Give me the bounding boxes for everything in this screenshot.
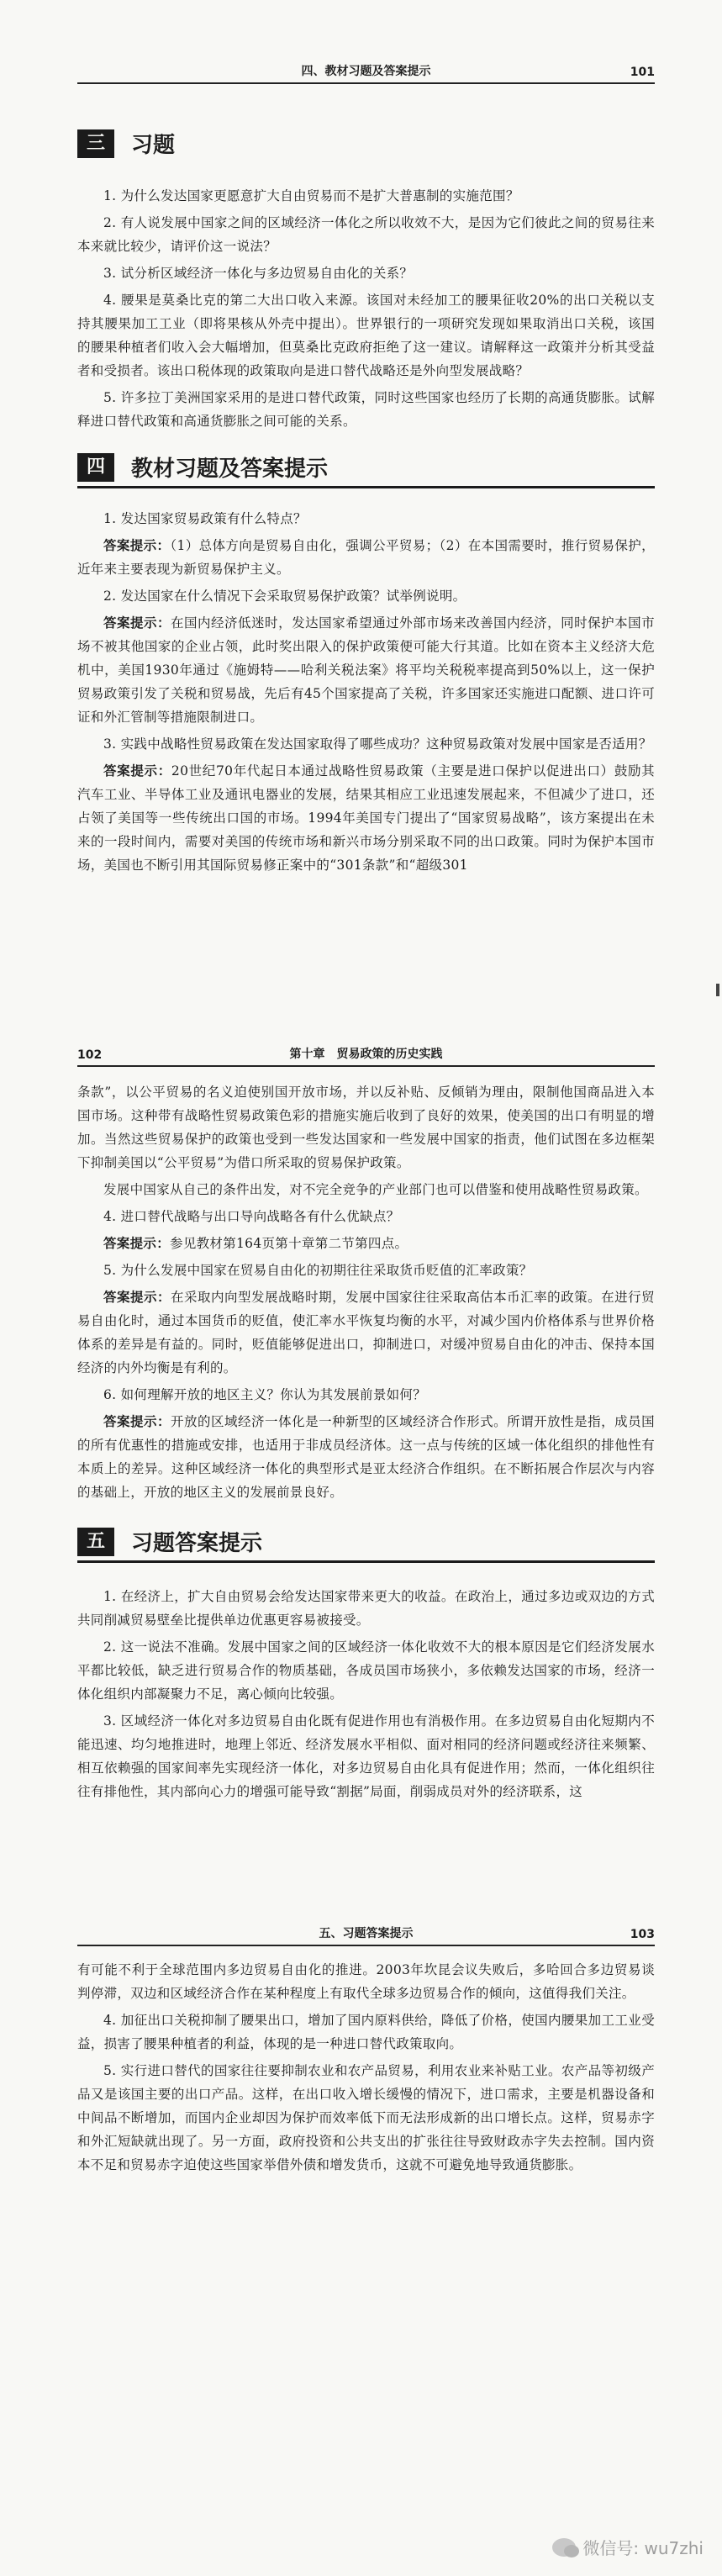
section-heading-textbook bbox=[77, 451, 655, 488]
answer-label: 答案提示： bbox=[103, 1290, 171, 1305]
question: 4. 进口替代战略与出口导向战略各有什么优缺点？ bbox=[103, 1209, 400, 1224]
running-head bbox=[77, 62, 655, 84]
answer-item: 2. 这一说法不准确。发展中国家之间的区域经济一体化收效不大的根本原因是它们经济发展水平都比较低，缺乏进行贸易合作的物质基础，各成员国市场狭小，多依赖发达国家的市场，经济一体化组织内部凝聚力不足，离心倾向比较强。 bbox=[77, 1639, 655, 1702]
page-103 bbox=[0, 1881, 722, 2576]
continuation-text: 条款”，以公平贸易的名义迫使别国开放市场，并以反补贴、反倾销为理由，限制他国商品进入本国市场。这种带有战略性贸易政策色彩的措施实施后收到了良好的效果，使美国的出口有明显的增加。当然这些贸易保护的政策也受到一些发达国家和一些发展中国家的指责，他们试图在多边框架下抑制美国以“公平贸易”为借口所采取的贸易保护政策。 bbox=[77, 1085, 655, 1170]
answer bbox=[77, 1232, 655, 1255]
running-head bbox=[77, 1045, 655, 1067]
answer bbox=[77, 1410, 655, 1504]
answer-label: 答案提示： bbox=[103, 615, 171, 631]
exercise-item: 2. 有人说发展中国家之间的区域经济一体化之所以收效不大，是因为它们彼此之间的贸易往来本来就比较少，请评价这一说法？ bbox=[77, 215, 655, 254]
answer-text: （1）总体方向是贸易自由化，强调公平贸易；（2）在本国需要时，推行贸易保护，近年来主要表现为新贸易保护主义。 bbox=[77, 538, 655, 577]
answer-label: 答案提示： bbox=[103, 538, 171, 553]
answer-label: 答案提示： bbox=[103, 1236, 171, 1251]
section-title: 习题答案提示 bbox=[131, 1531, 263, 1556]
section-number: 四 bbox=[77, 453, 114, 482]
question: 5. 为什么发展中国家在贸易自由化的初期往往采取货币贬值的汇率政策？ bbox=[103, 1263, 533, 1278]
running-head-title: 五、习题答案提示 bbox=[319, 1927, 414, 1940]
answer-label: 答案提示： bbox=[103, 1414, 171, 1429]
answer-text: 在国内经济低迷时，发达国家希望通过外部市场来改善国内经济，同时保护本国市场不被其他国家的企业占领，此时奖出限入的保护政策便可能大行其道。比如在资本主义经济大危机中，美国1930年通过《施姆特——哈利关税法案》将平均关税税率提高到50%以上，这一保护贸易政策引发了关税和贸易战，先后有45个国家提高了关税，许多国家还实施进口配额、进口许可证和外汇管制等措施限制进口。 bbox=[77, 615, 655, 725]
watermark-text: 微信号: wu7zhi bbox=[582, 2538, 704, 2558]
running-head bbox=[77, 1924, 655, 1946]
continuation-text: 有可能不利于全球范围内多边贸易自由化的推进。2003年坎昆会议失败后，多哈回合多边贸易谈判停滞，双边和区域经济合作在某种程度上有取代全球多边贸易合作的倾向，这值得我们关注。 bbox=[77, 1962, 655, 2001]
answer-item: 4. 加征出口关税抑制了腰果出口，增加了国内原料供给，降低了价格，使国内腰果加工工业受益，损害了腰果种植者的利益，体现的是一种进口替代政策取向。 bbox=[77, 2013, 655, 2051]
running-head-title: 第十章 贸易政策的历史实践 bbox=[289, 1048, 443, 1061]
section-title: 习题 bbox=[131, 133, 176, 158]
page-102 bbox=[0, 996, 722, 1881]
exercise-item: 1. 为什么发达国家更愿意扩大自由贸易而不是扩大普惠制的实施范围？ bbox=[103, 188, 519, 203]
answer-item: 1. 在经济上，扩大自由贸易会给发达国家带来更大的收益。在政治上，通过多边或双边的方式共同削减贸易壁垒比提供单边优惠更容易被接受。 bbox=[77, 1589, 655, 1628]
exercise-item: 4. 腰果是莫桑比克的第二大出口收入来源。该国对未经加工的腰果征收20%的出口关税以支持其腰果加工工业（即将果核从外壳中提出）。世界银行的一项研究发现如果取消出口关税，该国的腰果种植者们收入会大幅增加，但莫桑比克政府拒绝了这一建议。请解释这一政策并分析其受益者和受损者。该出口税体现的政策取向是进口替代战略还是外向型发展战略？ bbox=[77, 293, 655, 378]
section-title: 教材习题及答案提示 bbox=[131, 457, 329, 482]
page-number: 103 bbox=[630, 1928, 655, 1941]
wechat-icon bbox=[552, 2538, 576, 2557]
exercise-item: 5. 许多拉丁美洲国家采用的是进口替代政策，同时这些国家也经历了长期的高通货膨胀。试解释进口替代政策和高通货膨胀之间可能的关系。 bbox=[77, 390, 655, 429]
page-number: 102 bbox=[77, 1048, 103, 1062]
answer bbox=[77, 1285, 655, 1380]
answer-item: 3. 区域经济一体化对多边贸易自由化既有促进作用也有消极作用。在多边贸易自由化短期内不能迅速、均匀地推进时，地理上邻近、经济发展水平相似、面对相同的经济问题或经济往来频繁、相互依赖强的国家间率先实现经济一体化，对多边贸易自由化具有促进作用；然而，一体化组织往往有排他性，其内部向心力的增强可能导致“割据”局面，削弱成员对外的经济联系，这 bbox=[77, 1713, 655, 1799]
question: 1. 发达国家贸易政策有什么特点？ bbox=[103, 511, 307, 526]
section-number: 五 bbox=[77, 1528, 114, 1556]
answer-text: 20世纪70年代起日本通过战略性贸易政策（主要是进口保护以促进出口）鼓励其汽车工业、半导体工业及通讯电器业的发展，结果其相应工业迅速发展起来，不但减少了进口，还占领了美国等一些传统出口国的市场。1994年美国专门提出了“国家贸易战略”，该方案提出在未来的一段时间内，需要对美国的传统市场和新兴市场分别采取不同的出口政策。同时为保护本国市场，美国也不断引用其国际贸易修正案中的“301条款”和“超级301 bbox=[77, 763, 655, 873]
section-heading-exercises bbox=[77, 128, 655, 159]
question: 2. 发达国家在什么情况下会采取贸易保护政策？试举例说明。 bbox=[103, 589, 466, 604]
answer bbox=[77, 534, 655, 581]
section-number: 三 bbox=[77, 129, 114, 158]
answer-text: 参见教材第164页第十章第二节第四点。 bbox=[170, 1236, 408, 1251]
answer bbox=[77, 611, 655, 729]
section-heading-answers bbox=[77, 1526, 655, 1563]
exercise-item: 3. 试分析区域经济一体化与多边贸易自由化的关系？ bbox=[103, 266, 414, 281]
answer-text: 开放的区域经济一体化是一种新型的区域经济合作形式。所谓开放性是指，成员国的所有优惠性的措施或安排，也适用于非成员经济体。这一点与传统的区域一体化组织的排他性有本质上的差异。这种区域经济一体化的典型形式是亚太经济合作组织。在不断拓展合作层次与内容的基础上，开放的地区主义的发展前景良好。 bbox=[77, 1414, 655, 1500]
paragraph: 发展中国家从自己的条件出发，对不完全竞争的产业部门也可以借鉴和使用战略性贸易政策。 bbox=[103, 1182, 648, 1197]
watermark bbox=[552, 2535, 704, 2559]
page-101 bbox=[0, 0, 722, 996]
answer-text: 在采取内向型发展战略时期，发展中国家往往采取高估本币汇率的政策。在进行贸易自由化时，通过本国货币的贬值，使汇率水平恢复均衡的水平，对减少国内价格体系与世界价格体系的差异是有益的。同时，贬值能够促进出口，抑制进口，对缓冲贸易自由化的冲击、保持本国经济的内外均衡是有利的。 bbox=[77, 1290, 655, 1375]
answer-label: 答案提示： bbox=[103, 763, 171, 779]
question: 3. 实践中战略性贸易政策在发达国家取得了哪些成功？这种贸易政策对发展中国家是否适用？ bbox=[103, 736, 652, 752]
running-head-title: 四、教材习题及答案提示 bbox=[301, 65, 431, 78]
question: 6. 如何理解开放的地区主义？你认为其发展前景如何？ bbox=[103, 1387, 427, 1402]
answer-item: 5. 实行进口替代的国家往往要抑制农业和农产品贸易，利用农业来补贴工业。农产品等初级产品又是该国主要的出口产品。这样，在出口收入增长缓慢的情况下，进口需求，主要是机器设备和中间品不断增加，而国内企业却因为保护而效率低下而无法形成新的出口增长点。这样，贸易赤字和外汇短缺就出现了。另一方面，政府投资和公共支出的扩张往往导致财政赤字失去控制。国内资本不足和贸易赤字迫使这些国家举借外债和增发货币，这就不可避免地导致通货膨胀。 bbox=[77, 2063, 655, 2172]
page-number: 101 bbox=[630, 66, 655, 79]
answer bbox=[77, 759, 655, 877]
